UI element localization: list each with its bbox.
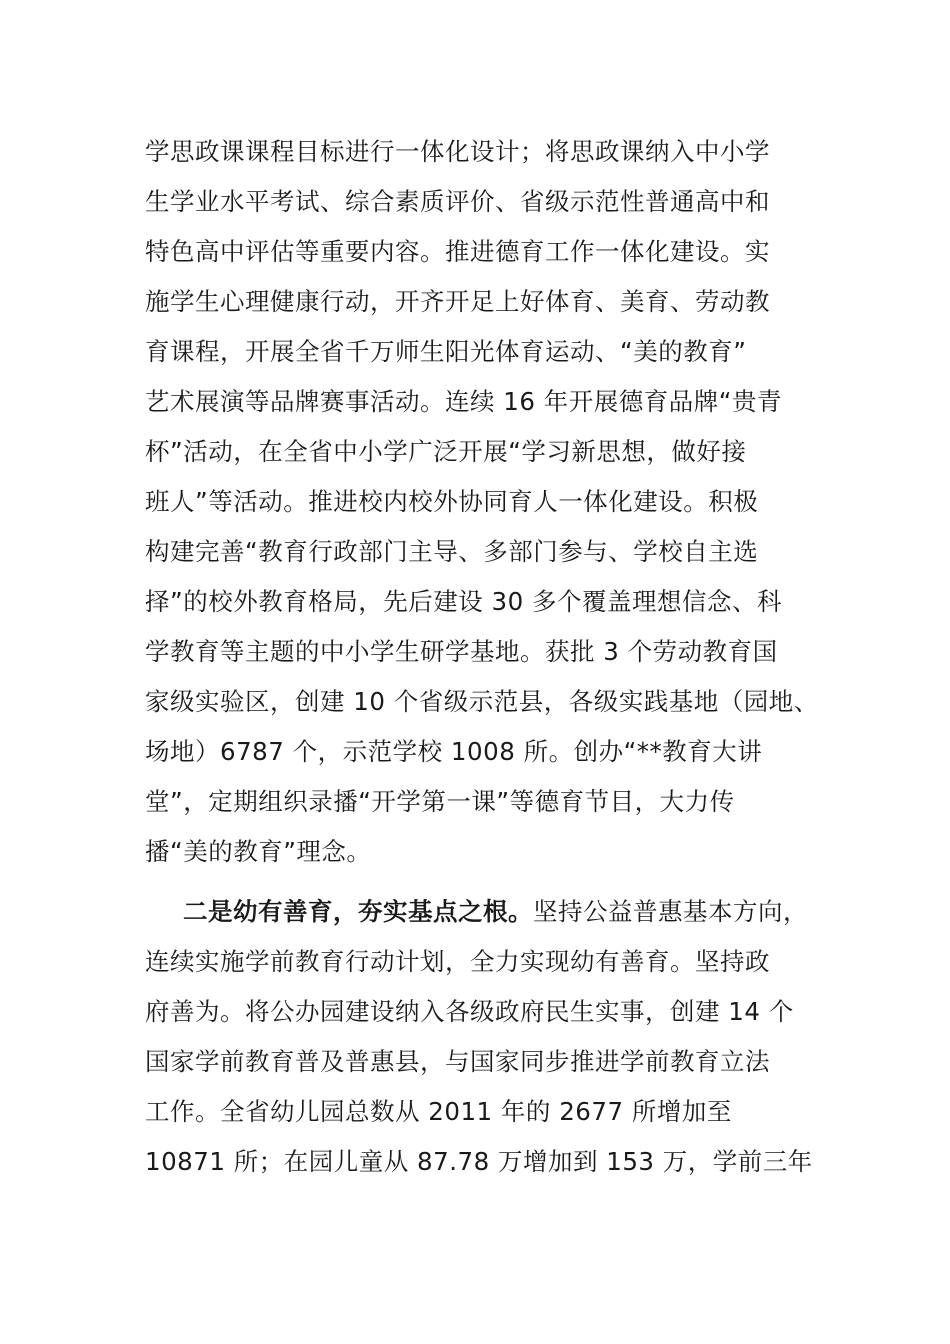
section-heading: 二是幼有善育，夯实基点之根。 [183,897,533,926]
paragraph-line: 播“美的教育”理念。 [145,837,372,866]
paragraph-line: 班人”等活动。推进校内校外协同育人一体化建设。积极 [145,487,759,516]
paragraph-line: 工作。全省幼儿园总数从 2011 年的 2677 所增加至 [145,1097,732,1126]
paragraph-line: 施学生心理健康行动，开齐开足上好体育、美育、劳动教 [145,287,770,316]
paragraph-line: 择”的校外教育格局，先后建设 30 多个覆盖理想信念、科 [145,587,782,616]
paragraph-line: 杯”活动，在全省中小学广泛开展“学习新思想，做好接 [145,437,747,466]
paragraph-line: 国家学前教育普及普惠县，与国家同步推进学前教育立法 [145,1047,770,1076]
paragraph-line: 构建完善“教育行政部门主导、多部门参与、学校自主选 [145,537,759,566]
paragraph-line: 府善为。将公办园建设纳入各级政府民生实事，创建 14 个 [145,997,794,1026]
paragraph-line: 特色高中评估等重要内容。推进德育工作一体化建设。实 [145,237,770,266]
paragraph-line: 艺术展演等品牌赛事活动。连续 16 年开展德育品牌“贵青 [145,387,782,416]
paragraph-line: 育课程，开展全省千万师生阳光体育运动、“美的教育” [145,337,747,366]
paragraph-line: 连续实施学前教育行动计划，全力实现幼有善育。坚持政 [145,947,770,976]
paragraph-line: 学思政课课程目标进行一体化设计；将思政课纳入中小学 [145,137,770,166]
paragraph-line: 学教育等主题的中小学生研学基地。获批 3 个劳动教育国 [145,637,778,666]
paragraph-education-integration [145,127,819,877]
paragraph-first-line [145,887,815,937]
heading-continuation: 坚持公益普惠基本方向， [533,897,808,926]
paragraph-line: 10871 所；在园儿童从 87.78 万增加到 153 万，学前三年 [145,1147,813,1176]
paragraph-line: 堂”，定期组织录播“开学第一课”等德育节目，大力传 [145,787,735,816]
paragraph-line: 家级实验区，创建 10 个省级示范县，各级实践基地（园地、 [145,687,819,716]
paragraph-preschool-education [145,887,815,1187]
paragraph-line: 生学业水平考试、综合素质评价、省级示范性普通高中和 [145,187,770,216]
paragraph-line: 场地）6787 个，示范学校 1008 所。创办“**教育大讲 [145,737,763,766]
